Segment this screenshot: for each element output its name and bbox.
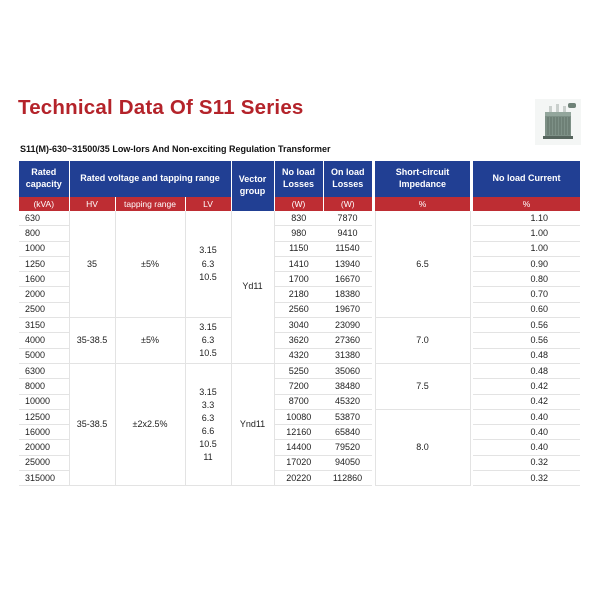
spacer-cell xyxy=(372,379,375,394)
unit-hv: HV xyxy=(69,197,115,211)
spacer-cell xyxy=(372,425,375,440)
spacer-cell xyxy=(372,471,375,486)
header-on-load-losses: On load Losses xyxy=(323,161,372,197)
hv-cell: 35 xyxy=(69,211,115,318)
on-load-losses-cell: 27360 xyxy=(323,333,372,348)
no-load-current-cell: 0.56 xyxy=(473,318,580,333)
no-load-current-cell: 0.60 xyxy=(473,302,580,317)
hv-cell: 35-38.5 xyxy=(69,318,115,364)
no-load-losses-cell: 14400 xyxy=(274,440,323,455)
no-load-losses-cell: 1700 xyxy=(274,272,323,287)
lv-cell: 3.15 6.3 10.5 xyxy=(185,211,231,318)
spacer-cell xyxy=(372,272,375,287)
spacer-cell xyxy=(372,302,375,317)
capacity-cell: 800 xyxy=(19,226,69,241)
table-row xyxy=(19,363,580,378)
capacity-cell: 10000 xyxy=(19,394,69,409)
no-load-current-cell: 0.42 xyxy=(473,379,580,394)
header-no-load-current: No load Current xyxy=(473,161,580,197)
spacer-cell xyxy=(372,348,375,363)
no-load-losses-cell: 2180 xyxy=(274,287,323,302)
on-load-losses-cell: 35060 xyxy=(323,363,372,378)
page-title: Technical Data Of S11 Series xyxy=(18,96,304,119)
no-load-current-cell: 1.10 xyxy=(473,211,580,226)
no-load-losses-cell: 830 xyxy=(274,211,323,226)
spacer-cell xyxy=(372,256,375,271)
capacity-cell: 315000 xyxy=(19,471,69,486)
unit-current: % xyxy=(473,197,580,211)
on-load-losses-cell: 7870 xyxy=(323,211,372,226)
tapping-range-cell: ±5% xyxy=(115,211,185,318)
lv-cell: 3.15 6.3 10.5 xyxy=(185,318,231,364)
no-load-current-cell: 0.32 xyxy=(473,471,580,486)
no-load-current-cell: 0.40 xyxy=(473,409,580,424)
header-no-load-losses: No load Losses xyxy=(274,161,323,197)
on-load-losses-cell: 11540 xyxy=(323,241,372,256)
no-load-current-cell: 0.80 xyxy=(473,272,580,287)
impedance-cell: 7.0 xyxy=(375,318,470,364)
vector-group-cell: Ynd11 xyxy=(231,363,274,485)
lv-cell: 3.15 3.3 6.3 6.6 10.5 11 xyxy=(185,363,231,485)
no-load-current-cell: 0.70 xyxy=(473,287,580,302)
on-load-losses-cell: 31380 xyxy=(323,348,372,363)
on-load-losses-cell: 18380 xyxy=(323,287,372,302)
no-load-losses-cell: 10080 xyxy=(274,409,323,424)
capacity-cell: 3150 xyxy=(19,318,69,333)
capacity-cell: 8000 xyxy=(19,379,69,394)
no-load-current-cell: 0.56 xyxy=(473,333,580,348)
on-load-losses-cell: 38480 xyxy=(323,379,372,394)
on-load-losses-cell: 94050 xyxy=(323,455,372,470)
no-load-current-cell: 0.42 xyxy=(473,394,580,409)
no-load-losses-cell: 12160 xyxy=(274,425,323,440)
no-load-losses-cell: 1150 xyxy=(274,241,323,256)
no-load-losses-cell: 3040 xyxy=(274,318,323,333)
capacity-cell: 1250 xyxy=(19,256,69,271)
tapping-range-cell: ±5% xyxy=(115,318,185,364)
capacity-cell: 630 xyxy=(19,211,69,226)
header-rated-voltage: Rated voltage and tapping range xyxy=(69,161,231,197)
table-body xyxy=(19,211,580,486)
no-load-current-cell: 0.40 xyxy=(473,425,580,440)
no-load-current-cell: 0.48 xyxy=(473,348,580,363)
no-load-losses-cell: 17020 xyxy=(274,455,323,470)
capacity-cell: 1600 xyxy=(19,272,69,287)
unit-no-load: (W) xyxy=(274,197,323,211)
unit-on-load: (W) xyxy=(323,197,372,211)
transformer-image xyxy=(534,98,582,146)
spacer-cell xyxy=(372,440,375,455)
table-row xyxy=(19,318,580,333)
no-load-losses-cell: 1410 xyxy=(274,256,323,271)
on-load-losses-cell: 65840 xyxy=(323,425,372,440)
spacer-cell xyxy=(372,226,375,241)
header-vector-group: Vector group xyxy=(231,161,274,211)
capacity-cell: 6300 xyxy=(19,363,69,378)
impedance-cell: 7.5 xyxy=(375,363,470,409)
capacity-cell: 12500 xyxy=(19,409,69,424)
spacer-cell xyxy=(372,394,375,409)
no-load-losses-cell: 980 xyxy=(274,226,323,241)
no-load-losses-cell: 5250 xyxy=(274,363,323,378)
spacer-cell xyxy=(372,455,375,470)
on-load-losses-cell: 53870 xyxy=(323,409,372,424)
unit-capacity: (kVA) xyxy=(19,197,69,211)
on-load-losses-cell: 45320 xyxy=(323,394,372,409)
no-load-losses-cell: 7200 xyxy=(274,379,323,394)
hv-cell: 35-38.5 xyxy=(69,363,115,485)
capacity-cell: 4000 xyxy=(19,333,69,348)
on-load-losses-cell: 16670 xyxy=(323,272,372,287)
header-rated-capacity: Rated capacity xyxy=(19,161,69,197)
no-load-current-cell: 0.32 xyxy=(473,455,580,470)
on-load-losses-cell: 79520 xyxy=(323,440,372,455)
capacity-cell: 5000 xyxy=(19,348,69,363)
capacity-cell: 16000 xyxy=(19,425,69,440)
spacer-cell xyxy=(372,333,375,348)
capacity-cell: 2000 xyxy=(19,287,69,302)
tapping-range-cell: ±2x2.5% xyxy=(115,363,185,485)
capacity-cell: 2500 xyxy=(19,302,69,317)
no-load-current-cell: 1.00 xyxy=(473,226,580,241)
table-subtitle: S11(M)-630~31500/35 Low-lors And Non-exciting Regulation Transformer xyxy=(20,144,331,154)
no-load-losses-cell: 2560 xyxy=(274,302,323,317)
capacity-cell: 25000 xyxy=(19,455,69,470)
table-row xyxy=(19,211,580,226)
on-load-losses-cell: 9410 xyxy=(323,226,372,241)
no-load-current-cell: 0.90 xyxy=(473,256,580,271)
spacer-cell xyxy=(372,241,375,256)
impedance-cell: 8.0 xyxy=(375,409,470,485)
spacer-cell xyxy=(372,287,375,302)
capacity-cell: 20000 xyxy=(19,440,69,455)
unit-impedance: % xyxy=(375,197,470,211)
no-load-losses-cell: 3620 xyxy=(274,333,323,348)
vector-group-cell: Yd11 xyxy=(231,211,274,363)
no-load-losses-cell: 8700 xyxy=(274,394,323,409)
no-load-losses-cell: 4320 xyxy=(274,348,323,363)
no-load-current-cell: 1.00 xyxy=(473,241,580,256)
technical-data-table xyxy=(19,161,580,486)
on-load-losses-cell: 13940 xyxy=(323,256,372,271)
header-short-circuit-impedance: Short-circuit Impedance xyxy=(375,161,470,197)
unit-lv: LV xyxy=(185,197,231,211)
no-load-losses-cell: 20220 xyxy=(274,471,323,486)
on-load-losses-cell: 112860 xyxy=(323,471,372,486)
no-load-current-cell: 0.48 xyxy=(473,363,580,378)
capacity-cell: 1000 xyxy=(19,241,69,256)
unit-tapping: tapping range xyxy=(115,197,185,211)
on-load-losses-cell: 19670 xyxy=(323,302,372,317)
no-load-current-cell: 0.40 xyxy=(473,440,580,455)
impedance-cell: 6.5 xyxy=(375,211,470,318)
on-load-losses-cell: 23090 xyxy=(323,318,372,333)
